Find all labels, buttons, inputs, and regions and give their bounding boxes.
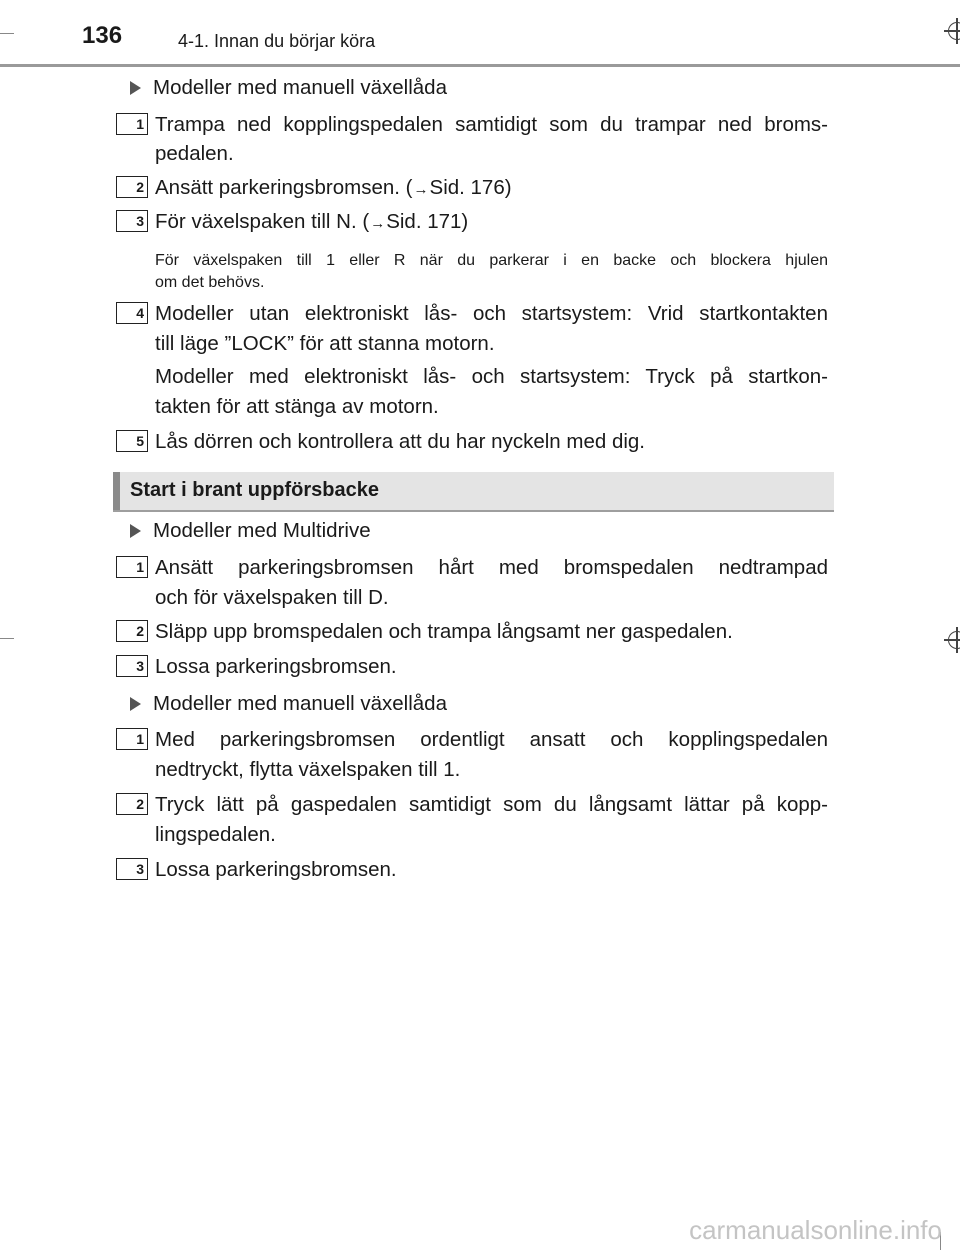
crop-mark bbox=[0, 638, 14, 639]
step-number-badge: 2 bbox=[116, 793, 148, 815]
step-text: Lås dörren och kontrollera att du har nyckeln med dig. bbox=[155, 430, 645, 453]
page-number: 136 bbox=[82, 22, 123, 49]
step-text: nedtryckt, flytta växelspaken till 1. bbox=[155, 758, 461, 781]
step-number-badge: 1 bbox=[116, 556, 148, 578]
note-text: För växelspaken till 1 eller R när du parkerar i en backe och blockera hjulen bbox=[155, 252, 828, 269]
subheading-manual-transmission: Modeller med manuell växellåda bbox=[130, 73, 447, 103]
step-number-badge: 2 bbox=[116, 620, 148, 642]
running-header: 4-1. Innan du börjar köra bbox=[178, 31, 376, 51]
header-rule bbox=[0, 64, 960, 67]
step-text: och för växelspaken till D. bbox=[155, 586, 389, 609]
step-text: Släpp upp bromspedalen och trampa långsamt ner gaspedalen. bbox=[155, 620, 733, 643]
step-text: Trampa ned kopplingspedalen samtidigt som du trampar ned broms- bbox=[155, 113, 828, 136]
step-text: Lossa parkeringsbromsen. bbox=[155, 655, 397, 678]
step-text: lingspedalen. bbox=[155, 823, 276, 846]
triangle-bullet-icon bbox=[130, 524, 141, 538]
page-reference-link[interactable]: Sid. 176) bbox=[429, 176, 512, 199]
section-heading bbox=[113, 472, 834, 512]
triangle-bullet-icon bbox=[130, 81, 141, 95]
subheading-manual-transmission: Modeller med manuell växellåda bbox=[130, 689, 447, 719]
step-number-badge: 3 bbox=[116, 858, 148, 880]
crop-mark bbox=[0, 33, 14, 34]
step-text: takten för att stänga av motorn. bbox=[155, 395, 439, 418]
step-text: För växelspaken till N. (→Sid. 171) bbox=[155, 207, 468, 239]
step-number-badge: 1 bbox=[116, 728, 148, 750]
step-text: Modeller utan elektroniskt lås- och startsystem: Vrid startkontakten bbox=[155, 302, 828, 325]
step-text: pedalen. bbox=[155, 142, 234, 165]
step-number-badge: 5 bbox=[116, 430, 148, 452]
registration-mark-icon bbox=[944, 18, 960, 44]
step-text: Tryck lätt på gaspedalen samtidigt som du långsamt lättar på kopp- bbox=[155, 793, 828, 816]
section-title: Start i brant uppförsbacke bbox=[130, 479, 379, 501]
subheading-multidrive: Modeller med Multidrive bbox=[130, 516, 371, 546]
page-reference-arrow-icon: → bbox=[413, 181, 429, 198]
step-number-badge: 2 bbox=[116, 176, 148, 198]
step-text: Ansätt parkeringsbromsen. (→Sid. 176) bbox=[155, 173, 512, 205]
step-number-badge: 3 bbox=[116, 210, 148, 232]
step-number-badge: 3 bbox=[116, 655, 148, 677]
step-text: till läge ”LOCK” för att stanna motorn. bbox=[155, 332, 495, 355]
page-reference-link[interactable]: Sid. 171) bbox=[386, 210, 469, 233]
step-number-badge: 4 bbox=[116, 302, 148, 324]
page-reference-arrow-icon: → bbox=[370, 215, 386, 232]
triangle-bullet-icon bbox=[130, 697, 141, 711]
watermark: carmanualsonline.info bbox=[689, 1215, 942, 1245]
note-text: om det behövs. bbox=[155, 274, 265, 291]
step-number-badge: 1 bbox=[116, 113, 148, 135]
step-text: Med parkeringsbromsen ordentligt ansatt och kopplingspedalen bbox=[155, 728, 828, 751]
registration-mark-icon bbox=[944, 627, 960, 653]
step-text: Modeller med elektroniskt lås- och startsystem: Tryck på startkon- bbox=[155, 365, 828, 388]
section-heading-stripe bbox=[113, 472, 120, 510]
step-text: Lossa parkeringsbromsen. bbox=[155, 858, 397, 881]
step-text: Ansätt parkeringsbromsen hårt med bromspedalen nedtrampad bbox=[155, 556, 828, 579]
